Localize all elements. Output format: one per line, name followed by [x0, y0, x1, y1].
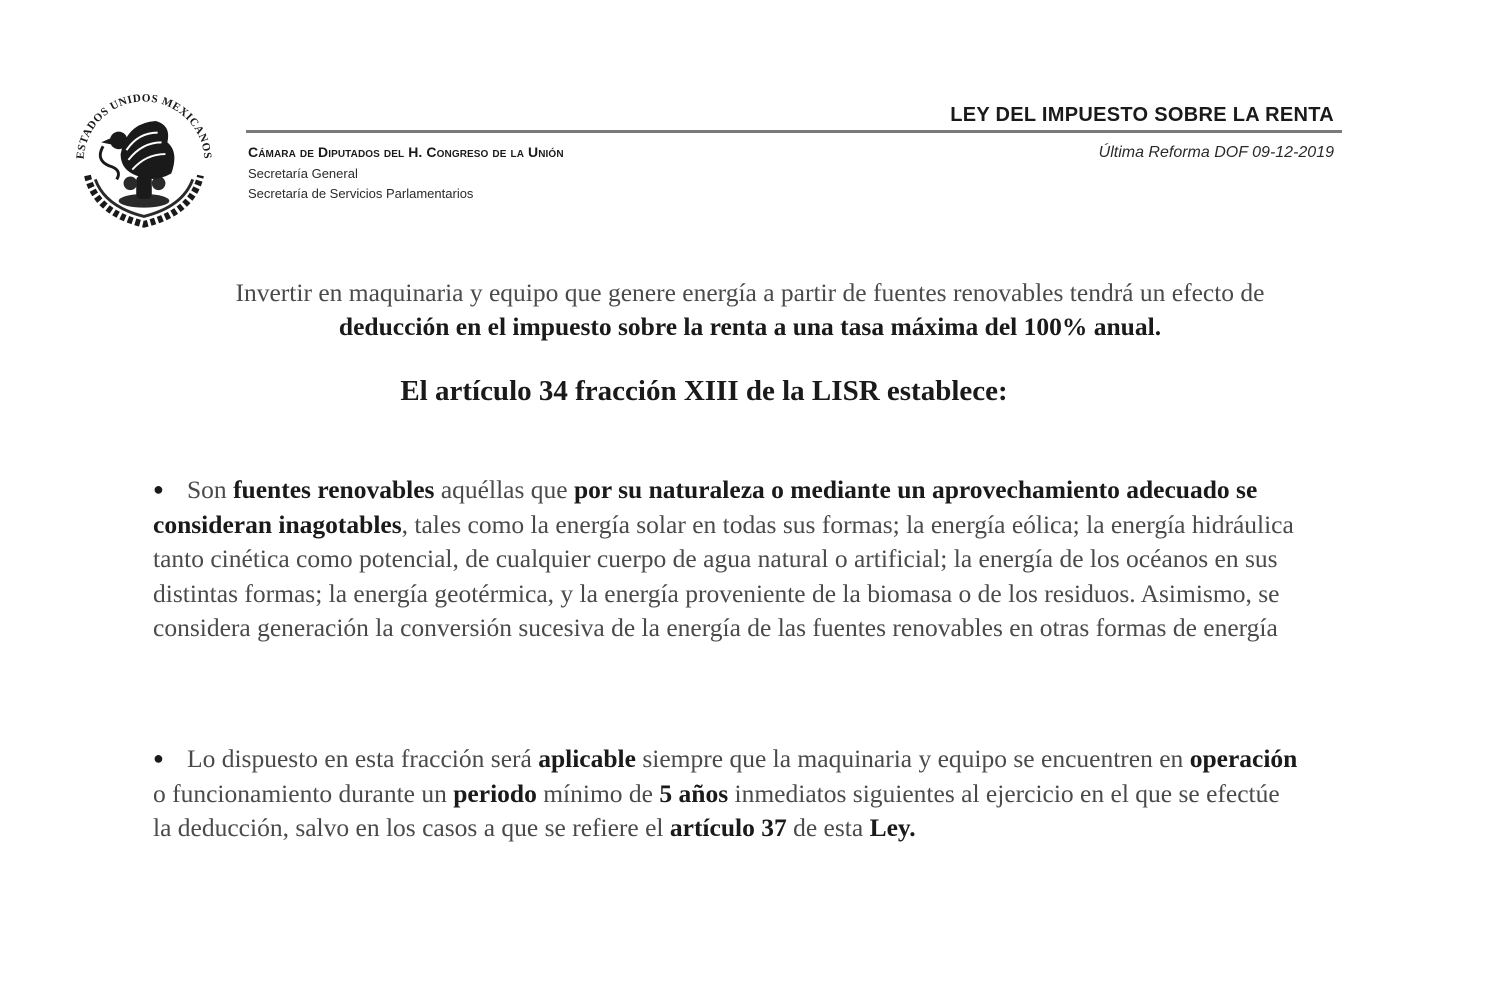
bullet-bold-text: fuentes renovables [233, 475, 435, 504]
bullet-bold-text: por su naturaleza o mediante un aprovechamiento adecuado se consideran inagotables [153, 475, 1258, 539]
last-reform-date: Última Reforma DOF 09-12-2019 [1098, 144, 1334, 161]
bullet-bold-text: periodo [453, 778, 537, 808]
bullet-bold-text: aplicable [538, 744, 636, 773]
bullet-text: de esta [786, 813, 870, 842]
bullet-bold-text: operación [1189, 744, 1298, 773]
seal-lettering: ESTADOS UNIDOS MEXICANOS [74, 92, 214, 160]
intro-paragraph [40, 276, 1460, 344]
header-divider [246, 130, 1342, 133]
bullet-text: inmediatos siguientes al ejercicio en el que se efectúe la deducción, salvo en los casos a que se refiere el [153, 778, 1280, 842]
intro-line-1: Invertir en maquinaria y equipo que genere energía a partir de fuentes renovables tendrá un efecto de [235, 278, 1265, 307]
bullet-text: Son [187, 475, 234, 504]
bullet-bold-text: artículo 37 [669, 813, 787, 842]
bullet-dot: ● [153, 748, 164, 768]
bullet-text: Lo dispuesto en esta fracción será [187, 744, 539, 773]
intro-line-2: deducción en el impuesto sobre la renta a una tasa máxima del 100% anual. [338, 312, 1162, 341]
bullet-bold-text: 5 años [659, 778, 729, 808]
mexican-coat-of-arms-seal [66, 82, 222, 232]
bullet-text: o funcionamiento durante un [153, 778, 454, 808]
bullet-text: mínimo de [536, 778, 660, 808]
parliamentary-services: Secretaría de Servicios Parlamentarios [248, 186, 474, 201]
secretariat-general: Secretaría General [248, 166, 358, 181]
eagle-seal-icon [66, 82, 222, 232]
law-title: LEY DEL IMPUESTO SOBRE LA RENTA [950, 104, 1334, 126]
bullet-text: , tales como la energía solar en todas sus formas; la energía eólica; la energía hidráulica tanto cinética como potencial, de cualquier cuerpo de agua natural o artificial; la energía de los océanos en sus distintas formas; la energía geotérmica, y la energía proveniente de la biomasa o de los residuos. Asimismo, se considera generación la conversión sucesiva de la energía de las fuentes renovables en otras formas de energía [153, 509, 1294, 642]
renewable-sources-bullet [153, 472, 1303, 646]
bullet-text: siempre que la maquinaria y equipo se encuentren en [635, 744, 1190, 773]
article-heading: El artículo 34 fracción XIII de la LISR establece: [400, 375, 1008, 407]
bullet-text: aquéllas que [434, 475, 574, 504]
bullet-bold-text: Ley. [869, 813, 916, 842]
chamber-name: Cámara de Diputados del H. Congreso de la Unión [248, 144, 564, 160]
bullet-dot: ● [153, 479, 164, 499]
applicability-bullet [153, 741, 1303, 846]
